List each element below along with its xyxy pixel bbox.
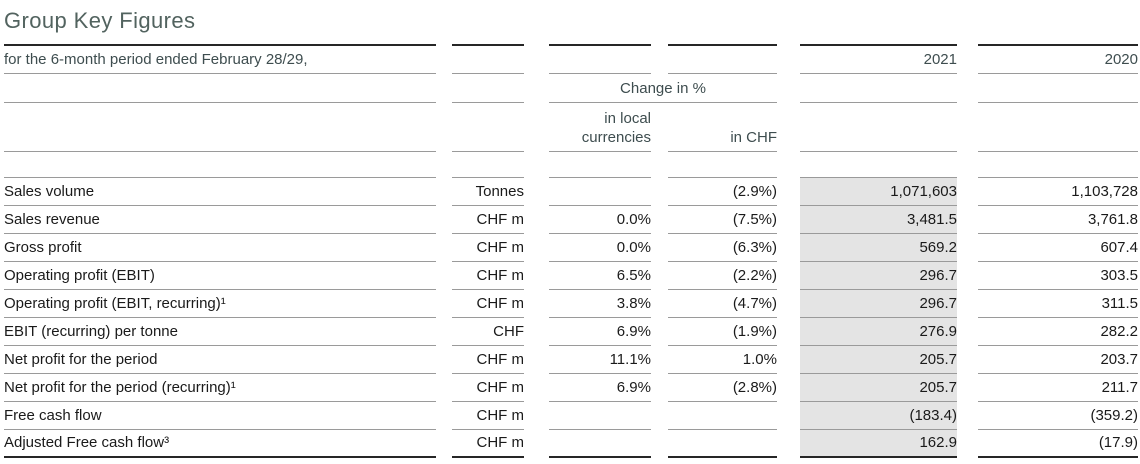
change-local-value: 6.9%	[549, 373, 651, 401]
row-label: Sales volume	[4, 177, 436, 205]
column-gap	[957, 233, 978, 261]
table-row	[4, 233, 1138, 261]
row-label: EBIT (recurring) per tonne	[4, 317, 436, 345]
column-gap	[436, 205, 452, 233]
row-unit: CHF	[452, 317, 524, 345]
column-gap	[524, 151, 549, 177]
column-gap	[777, 289, 800, 317]
empty-cell	[668, 151, 777, 177]
column-gap	[651, 233, 668, 261]
change-chf-value: (4.7%)	[668, 289, 777, 317]
period-label: for the 6-month period ended February 28/29,	[4, 45, 436, 73]
page-title: Group Key Figures	[4, 8, 196, 33]
row-unit: CHF m	[452, 233, 524, 261]
empty-cell	[978, 151, 1138, 177]
value-2021: 205.7	[800, 373, 957, 401]
column-gap	[957, 345, 978, 373]
value-2020: 211.7	[978, 373, 1138, 401]
row-unit: CHF m	[452, 261, 524, 289]
column-gap	[957, 261, 978, 289]
column-gap	[777, 345, 800, 373]
column-gap	[957, 317, 978, 345]
column-gap	[436, 317, 452, 345]
header-row-change-group	[4, 73, 1138, 102]
column-gap	[436, 345, 452, 373]
row-unit: CHF m	[452, 345, 524, 373]
column-gap	[436, 429, 452, 457]
value-2020: (359.2)	[978, 401, 1138, 429]
table-row	[4, 373, 1138, 401]
column-gap	[436, 233, 452, 261]
empty-cell	[800, 73, 957, 102]
key-figures-table	[4, 44, 1138, 458]
row-unit: CHF m	[452, 429, 524, 457]
change-local-value	[549, 429, 651, 457]
year-2021-header: 2021	[800, 45, 957, 73]
column-gap	[524, 102, 549, 151]
table-row	[4, 317, 1138, 345]
column-gap	[957, 151, 978, 177]
header-row-change-sub	[4, 102, 1138, 151]
value-2021: 296.7	[800, 261, 957, 289]
column-gap	[524, 317, 549, 345]
change-chf-value: (2.2%)	[668, 261, 777, 289]
value-2021: 3,481.5	[800, 205, 957, 233]
column-gap	[436, 151, 452, 177]
change-chf-value: (6.3%)	[668, 233, 777, 261]
value-2020: 3,761.8	[978, 205, 1138, 233]
row-unit: CHF m	[452, 401, 524, 429]
value-2020: 311.5	[978, 289, 1138, 317]
row-unit: CHF m	[452, 289, 524, 317]
row-unit: Tonnes	[452, 177, 524, 205]
change-local-value: 6.9%	[549, 317, 651, 345]
change-chf-value: (2.8%)	[668, 373, 777, 401]
value-2020: 607.4	[978, 233, 1138, 261]
column-gap	[957, 373, 978, 401]
column-gap	[524, 73, 549, 102]
column-gap	[524, 177, 549, 205]
table-row	[4, 401, 1138, 429]
change-local-value: 3.8%	[549, 289, 651, 317]
row-label: Net profit for the period (recurring)¹	[4, 373, 436, 401]
column-gap	[777, 177, 800, 205]
column-gap	[777, 401, 800, 429]
column-gap	[957, 205, 978, 233]
empty-cell	[549, 151, 651, 177]
table-row	[4, 261, 1138, 289]
column-gap	[524, 205, 549, 233]
column-gap	[777, 233, 800, 261]
column-gap	[777, 102, 800, 151]
column-gap	[651, 151, 668, 177]
change-chf-value: 1.0%	[668, 345, 777, 373]
column-gap	[777, 151, 800, 177]
column-gap	[957, 429, 978, 457]
change-chf-value: (1.9%)	[668, 317, 777, 345]
row-unit: CHF m	[452, 205, 524, 233]
unit-header-cell	[452, 45, 524, 73]
value-2021: 569.2	[800, 233, 957, 261]
change-local-value: 6.5%	[549, 261, 651, 289]
column-gap	[651, 45, 668, 73]
column-gap	[651, 102, 668, 151]
column-gap	[957, 401, 978, 429]
value-2020: 303.5	[978, 261, 1138, 289]
column-gap	[957, 73, 978, 102]
row-label: Gross profit	[4, 233, 436, 261]
column-gap	[651, 345, 668, 373]
empty-cell	[800, 102, 957, 151]
row-label: Sales revenue	[4, 205, 436, 233]
value-2021: 1,071,603	[800, 177, 957, 205]
value-2021: (183.4)	[800, 401, 957, 429]
row-label: Operating profit (EBIT, recurring)¹	[4, 289, 436, 317]
column-gap	[436, 289, 452, 317]
column-gap	[777, 205, 800, 233]
empty-cell	[978, 73, 1138, 102]
value-2021: 205.7	[800, 345, 957, 373]
column-gap	[777, 261, 800, 289]
row-unit: CHF m	[452, 373, 524, 401]
header-row-period	[4, 45, 1138, 73]
table-row	[4, 205, 1138, 233]
change-local-value	[549, 177, 651, 205]
column-gap	[957, 45, 978, 73]
column-gap	[524, 233, 549, 261]
row-label: Free cash flow	[4, 401, 436, 429]
column-gap	[436, 102, 452, 151]
change-local-value: 0.0%	[549, 205, 651, 233]
change-group-label: Change in %	[549, 73, 777, 102]
column-gap	[524, 429, 549, 457]
change-chf-value	[668, 429, 777, 457]
column-gap	[436, 45, 452, 73]
empty-cell	[978, 102, 1138, 151]
row-label: Operating profit (EBIT)	[4, 261, 436, 289]
column-gap	[651, 205, 668, 233]
value-2021: 296.7	[800, 289, 957, 317]
column-gap	[777, 429, 800, 457]
year-2020-header: 2020	[978, 45, 1138, 73]
table-row	[4, 429, 1138, 457]
empty-cell	[800, 151, 957, 177]
change-local-value: 11.1%	[549, 345, 651, 373]
row-label: Adjusted Free cash flow³	[4, 429, 436, 457]
column-gap	[436, 261, 452, 289]
change-local-label: in local currencies	[549, 102, 651, 151]
column-gap	[524, 45, 549, 73]
empty-cell	[452, 73, 524, 102]
column-gap	[524, 289, 549, 317]
column-gap	[436, 73, 452, 102]
empty-cell	[4, 102, 436, 151]
change-chf-header-cell	[668, 45, 777, 73]
change-local-value: 0.0%	[549, 233, 651, 261]
column-gap	[651, 317, 668, 345]
table-row	[4, 289, 1138, 317]
empty-cell	[452, 102, 524, 151]
column-gap	[524, 373, 549, 401]
value-2020: 203.7	[978, 345, 1138, 373]
column-gap	[436, 177, 452, 205]
column-gap	[651, 401, 668, 429]
change-chf-value	[668, 401, 777, 429]
column-gap	[651, 373, 668, 401]
value-2020: 1,103,728	[978, 177, 1138, 205]
column-gap	[436, 401, 452, 429]
column-gap	[524, 345, 549, 373]
spacer-row	[4, 151, 1138, 177]
row-label: Net profit for the period	[4, 345, 436, 373]
empty-cell	[4, 151, 436, 177]
empty-cell	[452, 151, 524, 177]
column-gap	[957, 289, 978, 317]
column-gap	[957, 177, 978, 205]
column-gap	[651, 177, 668, 205]
column-gap	[777, 45, 800, 73]
column-gap	[651, 261, 668, 289]
change-chf-value: (7.5%)	[668, 205, 777, 233]
change-local-value	[549, 401, 651, 429]
column-gap	[777, 73, 800, 102]
column-gap	[651, 289, 668, 317]
change-chf-value: (2.9%)	[668, 177, 777, 205]
change-local-header-cell	[549, 45, 651, 73]
column-gap	[524, 401, 549, 429]
value-2020: 282.2	[978, 317, 1138, 345]
column-gap	[436, 373, 452, 401]
value-2021: 162.9	[800, 429, 957, 457]
column-gap	[651, 429, 668, 457]
column-gap	[524, 261, 549, 289]
column-gap	[777, 373, 800, 401]
empty-cell	[4, 73, 436, 102]
column-gap	[957, 102, 978, 151]
column-gap	[777, 317, 800, 345]
value-2021: 276.9	[800, 317, 957, 345]
table-row	[4, 177, 1138, 205]
change-chf-label: in CHF	[668, 102, 777, 151]
value-2020: (17.9)	[978, 429, 1138, 457]
table-row	[4, 345, 1138, 373]
